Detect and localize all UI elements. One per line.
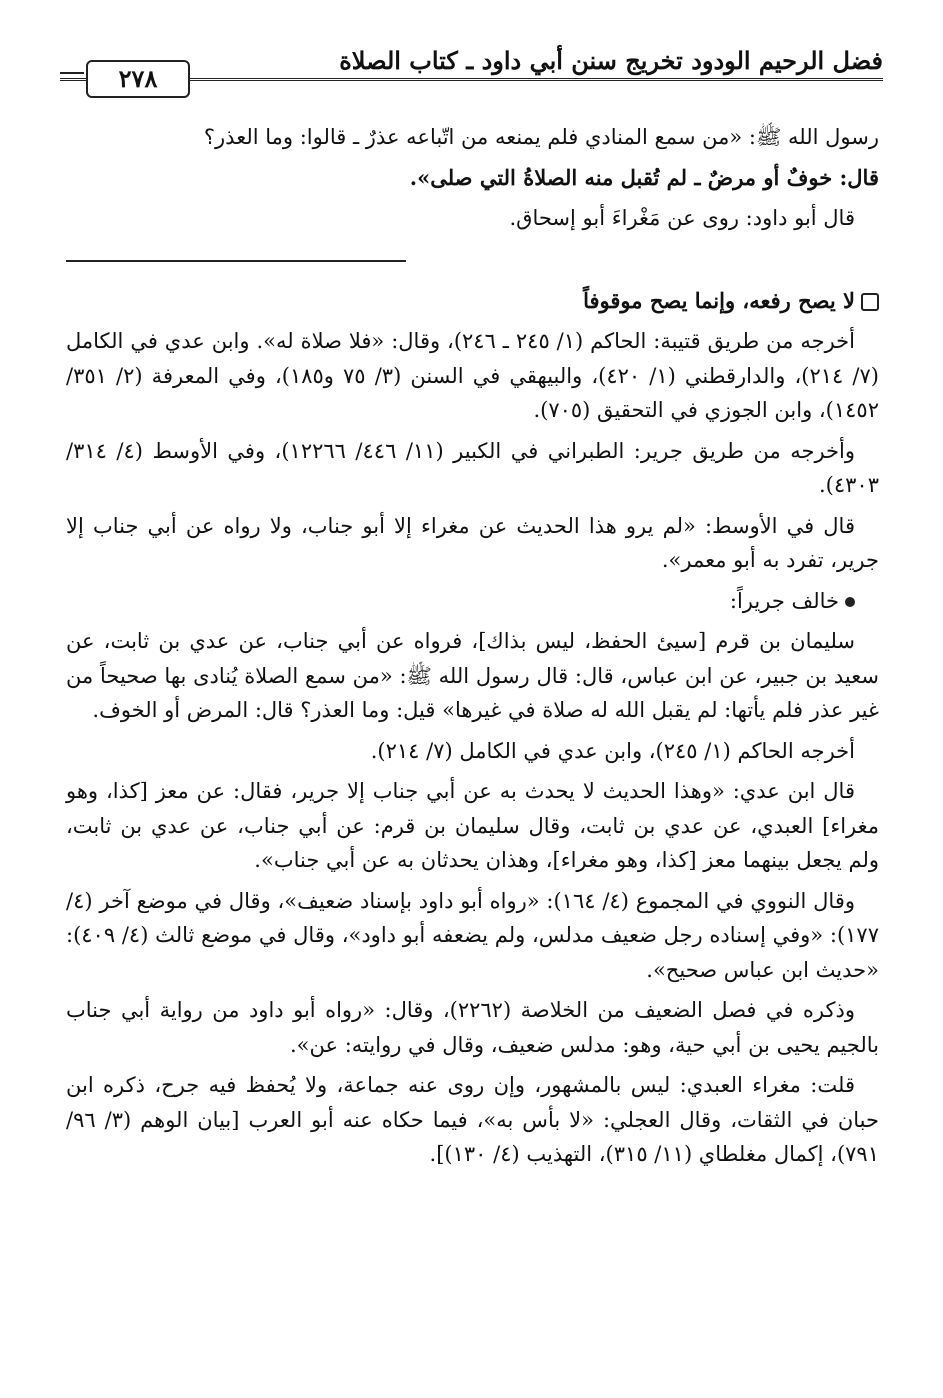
paragraph-3: قال في الأوسط: «لم يرو هذا الحديث عن مغراء إلا أبو جناب، ولا رواه عن أبي جناب إلا جرير، تفرد به أبو معمر». (66, 513, 879, 572)
paragraph-2: وأخرجه من طريق جرير: الطبراني في الكبير (١١/ ٤٤٦/ ١٢٢٦٦)، وفي الأوسط (٤/ ٣١٤/ ٤٣٠٣). (66, 438, 879, 497)
paragraph-10: قلت: مغراء العبدي: ليس بالمشهور، وإن روى عنه جماعة، ولا يُحفظ فيه جرح، ذكره ابن حبان في الثقات، وقال العجلي: «لا بأس به»، فيما حكاه عنه أبو العرب [بيان الوهم (٣/ ٩٦/ ٧٩١)، إكمال مغلطاي (١١/ ٣١٥)، التهذيب (٤/ ١٣٠)]. (66, 1073, 879, 1166)
heading-marker-icon (861, 293, 879, 311)
paragraph-7: قال ابن عدي: «وهذا الحديث لا يحدث به عن أبي جناب إلا جرير، فقال: عن معز [كذا، وهو مغراء] العبدي، عن عدي بن ثابت، وقال سليمان بن قرم: عن أبي جناب، عن عدي بن ثابت، ولم يجعل بينهما معز [كذا، وهو مغراء]، وهذان يحدثان به عن أبي جناب». (66, 779, 879, 872)
paragraph-5: سليمان بن قرم [سيئ الحفظ، ليس بذاك]، فرواه عن أبي جناب، عن عدي بن ثابت، عن سعيد بن جبير، عن ابن عباس، قال: قال رسول الله ﷺ: «من سمع الصلاة يُنادى بها صحيحاً من غير عذر فلم يأتها: لم يقبل الله له صلاة في غيرها» قيل: وما العذر؟ قال: المرض أو الخوف. (66, 629, 879, 722)
bullet-icon (845, 597, 855, 607)
paragraph-4-text: خالف جريراً: (729, 588, 839, 613)
paragraph-9: وذكره في فصل الضعيف من الخلاصة (٢٢٦٢)، وقال: «رواه أبو داود من رواية أبي جناب بالجيم يحيى بن أبي حية، وهو: مدلس ضعيف، وقال في روايته: عن». (66, 998, 879, 1057)
page-body (66, 120, 879, 1178)
paragraph-1: أخرجه من طريق قتيبة: الحاكم (١/ ٢٤٥ ـ ٢٤٦)، وقال: «فلا صلاة له». وابن عدي في الكامل (٧/ ٢١٤)، والدارقطني (١/ ٤٢٠)، والبيهقي في السنن (٣/ ٧٥ و١٨٥)، وفي المعرفة (٢/ ٣٥١/ ١٤٥٢)، وابن الجوزي في التحقيق (٧٠٥). (66, 329, 879, 422)
paragraph-6: أخرجه الحاكم (١/ ٢٤٥)، وابن عدي في الكامل (٧/ ٢١٤). (370, 738, 855, 763)
section-divider (66, 260, 406, 262)
paragraph-4 (66, 584, 879, 619)
abu-dawud-note: قال أبو داود: روى عن مَغْراءَ أبو إسحاق. (509, 206, 855, 230)
header-rule-left (60, 72, 84, 74)
running-header-title: فضل الرحيم الودود تخريج سنن أبي داود ـ كتاب الصلاة (339, 46, 883, 75)
hadith-line-2: قال: خوفٌ أو مرضٌ ـ لم تُقبل منه الصلاةُ التي صلى». (409, 164, 879, 190)
hadith-line-1: رسول الله ﷺ: «من سمع المنادي فلم يمنعه من اتّباعه عذرٌ ـ قالوا: وما العذر؟ (203, 125, 879, 149)
page-number-badge: ٢٧٨ (86, 60, 190, 98)
section-heading-text: لا يصح رفعه، وإنما يصح موقوفاً (583, 287, 855, 313)
paragraph-8: وقال النووي في المجموع (٤/ ١٦٤): «رواه أبو داود بإسناد ضعيف»، وقال في موضع آخر (٤/ ١٧٧): «وفي إسناده رجل ضعيف مدلس، ولم يضعفه أبو داود»، وقال في موضع ثالث (٤/ ٤٠٩): «حديث ابن عباس صحيح». (66, 888, 879, 982)
section-heading (66, 284, 879, 319)
